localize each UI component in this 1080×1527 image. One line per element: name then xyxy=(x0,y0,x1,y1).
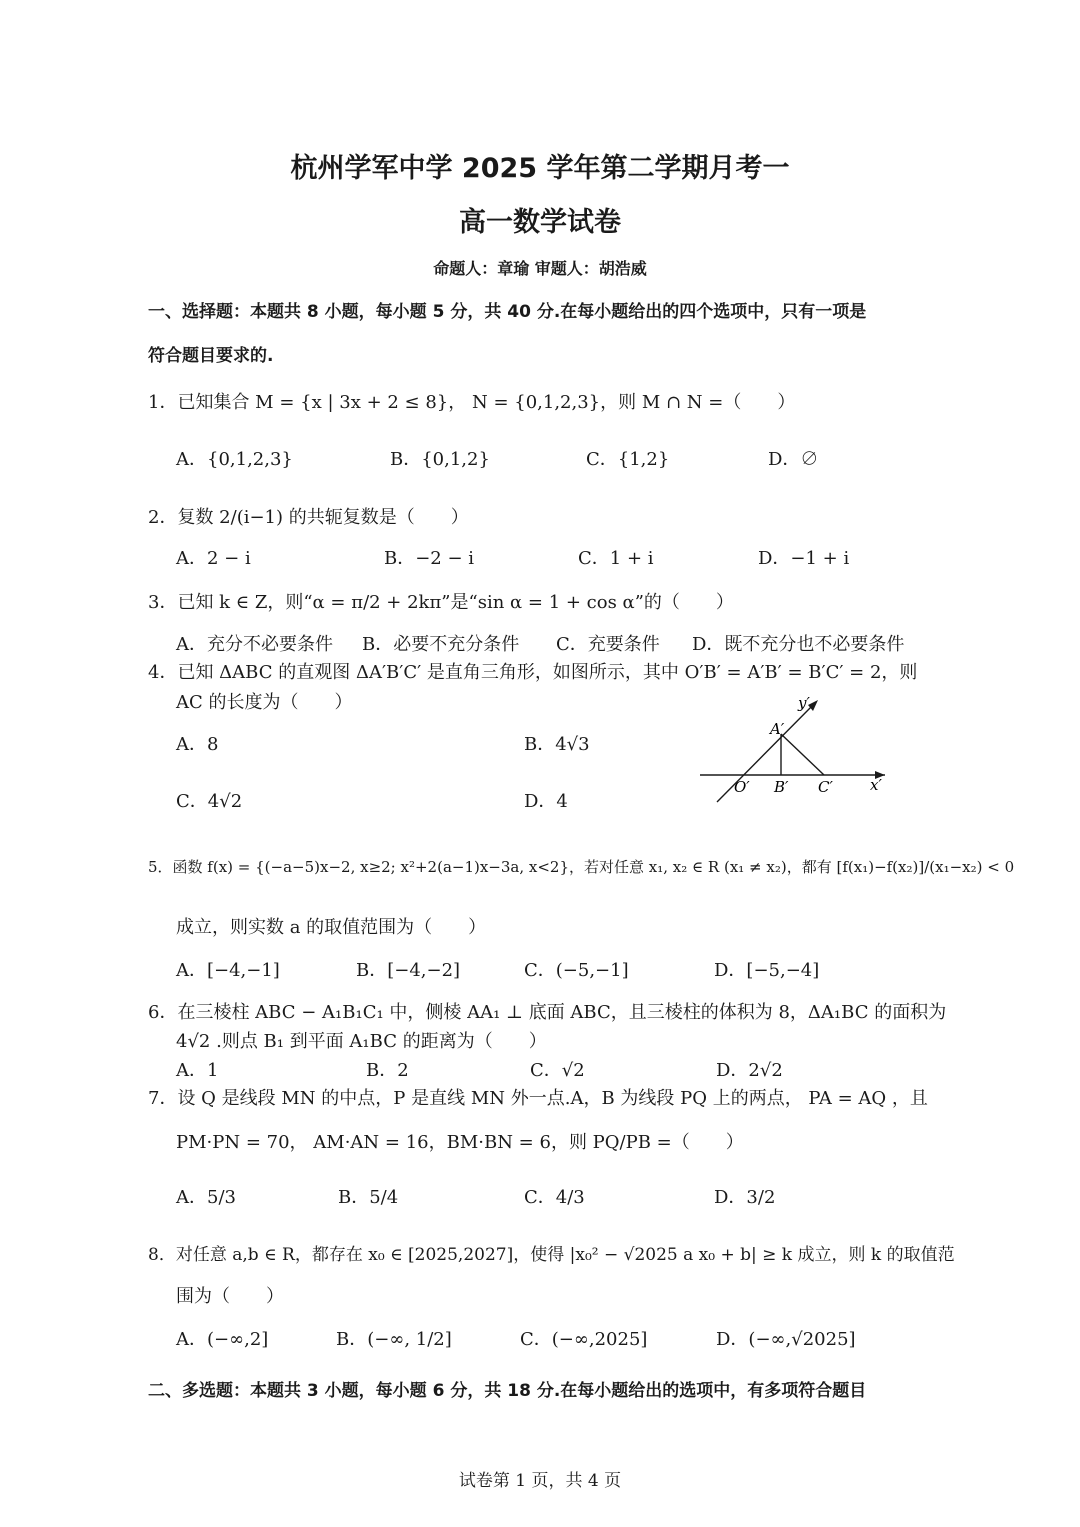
exam-subtitle: 高一数学试卷 xyxy=(459,207,621,238)
q7-option-d: D．3/2 xyxy=(714,1187,776,1208)
question-4-cont: AC 的长度为（ ） xyxy=(176,692,353,713)
q5-option-c: C．(−5,−1] xyxy=(524,960,629,981)
label-x: x′ xyxy=(870,776,882,794)
page-footer: 试卷第 1 页，共 4 页 xyxy=(458,1471,622,1491)
q4-option-b: B．4√3 xyxy=(524,734,590,755)
q7-option-a: A．5/3 xyxy=(176,1187,236,1208)
y-axis xyxy=(717,702,816,802)
section1-heading: 一、选择题：本题共 8 小题，每小题 5 分，共 40 分.在每小题给出的四个选项中，只有一项是 xyxy=(148,302,867,322)
q8-option-d: D．(−∞,√2025] xyxy=(716,1329,856,1350)
q6-option-c: C．√2 xyxy=(530,1060,585,1081)
q2-option-c: C．1 + i xyxy=(578,548,654,569)
q1-option-b: B．{0,1,2} xyxy=(390,449,490,470)
q6-option-d: D．2√2 xyxy=(716,1060,783,1081)
q6-option-b: B．2 xyxy=(366,1060,409,1081)
question-8-cont: 围为（ ） xyxy=(176,1286,284,1307)
question-6: 6．在三棱柱 ABC − A₁B₁C₁ 中，侧棱 AA₁ ⊥ 底面 ABC，且三棱柱的体积为 8，ΔA₁BC 的面积为 xyxy=(148,1002,947,1023)
q5-option-b: B．[−4,−2] xyxy=(356,960,461,981)
q4-option-d: D．4 xyxy=(524,791,568,812)
q2-option-b: B．−2 − i xyxy=(384,548,475,569)
question-7: 7．设 Q 是线段 MN 的中点，P 是直线 MN 外一点.A，B 为线段 PQ 上的两点， PA = AQ ，且 xyxy=(148,1088,928,1109)
question-7-cont: PM·PN = 70， AM·AN = 16，BM·BN = 6，则 PQ/PB =（ ） xyxy=(176,1132,744,1153)
q1-option-c: C．{1,2} xyxy=(586,449,670,470)
q8-option-a: A．(−∞,2] xyxy=(176,1329,269,1350)
q7-option-b: B．5/4 xyxy=(338,1187,399,1208)
q5-option-a: A．[−4,−1] xyxy=(176,960,280,981)
q8-option-c: C．(−∞,2025] xyxy=(520,1329,648,1350)
segment-a-c xyxy=(781,734,824,775)
q6-option-a: A．1 xyxy=(176,1060,219,1081)
question-2: 2．复数 2/(i−1) 的共轭复数是（ ） xyxy=(148,507,469,528)
q4-figure xyxy=(690,690,900,810)
q8-option-b: B．(−∞, 1/2] xyxy=(336,1329,452,1350)
question-1: 1．已知集合 M = {x | 3x + 2 ≤ 8}， N = {0,1,2,3}，则 M ∩ N =（ ） xyxy=(148,392,796,413)
question-5: 5．函数 f(x) = {(−a−5)x−2, x≥2; x²+2(a−1)x−3a, x<2}，若对任意 x₁, x₂ ∈ R (x₁ ≠ x₂)，都有 [f(x₁)−f(x₂)]/(x₁−x₂) < 0 xyxy=(148,858,1015,876)
section2-heading: 二、多选题：本题共 3 小题，每小题 6 分，共 18 分.在每小题给出的选项中，有多项符合题目 xyxy=(148,1381,867,1401)
author-byline: 命题人：章瑜 审题人：胡浩威 xyxy=(433,259,647,278)
question-3: 3．已知 k ∈ Z，则“α = π/2 + 2kπ”是“sin α = 1 + cos α”的（ ） xyxy=(148,592,734,613)
label-y: y′ xyxy=(798,694,810,712)
question-5-cont: 成立，则实数 a 的取值范围为（ ） xyxy=(176,917,487,938)
q2-option-d: D．−1 + i xyxy=(758,548,850,569)
q7-option-c: C．4/3 xyxy=(524,1187,585,1208)
q1-option-d: D．∅ xyxy=(768,449,819,470)
q3-option-a: A．充分不必要条件 xyxy=(176,634,333,655)
q4-option-a: A．8 xyxy=(176,734,219,755)
exam-title: 杭州学军中学 2025 学年第二学期月考一 xyxy=(290,153,790,184)
q1-option-a: A．{0,1,2,3} xyxy=(176,449,293,470)
q3-option-c: C．充要条件 xyxy=(556,634,660,655)
section1-heading-cont: 符合题目要求的. xyxy=(148,346,274,366)
label-b: B′ xyxy=(774,778,789,796)
label-o: O′ xyxy=(734,778,750,796)
question-6-cont: 4√2 .则点 B₁ 到平面 A₁BC 的距离为（ ） xyxy=(176,1031,547,1052)
question-4: 4．已知 ΔABC 的直观图 ΔA′B′C′ 是直角三角形，如图所示，其中 O′B′ = A′B′ = B′C′ = 2，则 xyxy=(148,662,918,683)
q4-option-c: C．4√2 xyxy=(176,791,243,812)
q5-option-d: D．[−5,−4] xyxy=(714,960,820,981)
q3-option-d: D．既不充分也不必要条件 xyxy=(692,634,905,655)
q2-option-a: A．2 − i xyxy=(176,548,251,569)
label-c: C′ xyxy=(818,778,833,796)
q3-option-b: B．必要不充分条件 xyxy=(362,634,520,655)
label-a: A′ xyxy=(770,720,785,738)
question-8: 8．对任意 a,b ∈ R，都存在 x₀ ∈ [2025,2027]，使得 |x₀² − √2025 a x₀ + b| ≥ k 成立，则 k 的取值范 xyxy=(148,1245,955,1265)
